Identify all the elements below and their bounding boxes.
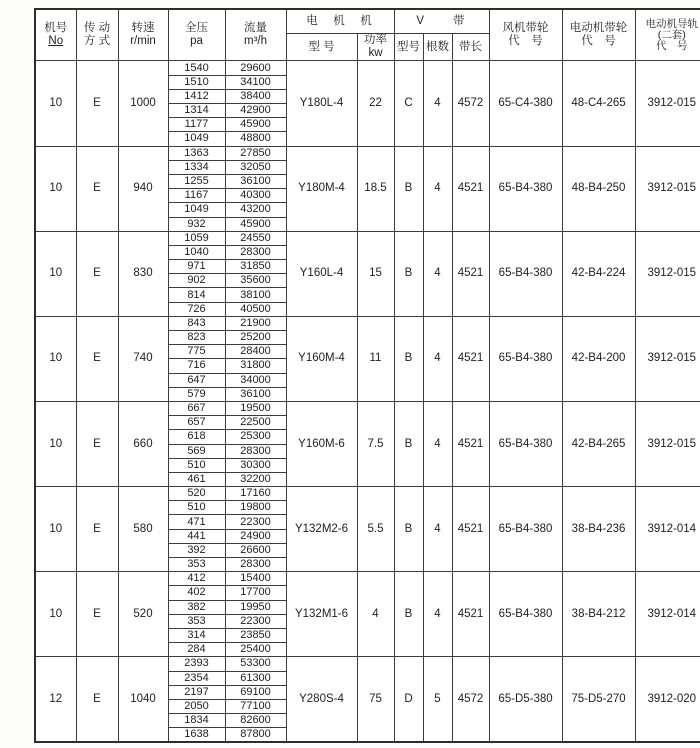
cell-pressure: 971	[168, 260, 225, 274]
cell-flow: 35600	[225, 274, 286, 288]
cell-machine-no: 12	[35, 657, 76, 743]
cell-drive: E	[76, 316, 118, 401]
pressure-label: 全压	[185, 22, 208, 34]
cell-pressure: 353	[168, 558, 225, 572]
cell-flow: 34100	[225, 75, 286, 89]
cell-pressure: 402	[168, 586, 225, 600]
cell-drive: E	[76, 146, 118, 231]
cell-vbelt-length: 4521	[452, 572, 489, 657]
cell-pressure: 510	[168, 501, 225, 515]
cell-flow: 34000	[225, 373, 286, 387]
cell-pressure: 579	[168, 387, 225, 401]
cell-machine-no: 10	[35, 572, 76, 657]
cell-vbelt-count: 4	[423, 316, 452, 401]
cell-pressure: 353	[168, 614, 225, 628]
cell-motor-power: 7.5	[357, 401, 394, 486]
cell-motor-power: 18.5	[357, 146, 394, 231]
cell-flow: 22300	[225, 515, 286, 529]
cell-pressure: 461	[168, 472, 225, 486]
cell-flow: 22500	[225, 416, 286, 430]
cell-pressure: 1049	[168, 203, 225, 217]
cell-flow: 28400	[225, 345, 286, 359]
cell-fan-pulley: 65-C4-380	[489, 61, 562, 146]
pressure-unit: pa	[190, 35, 203, 48]
cell-motor-model: Y180L-4	[286, 61, 357, 146]
cell-pressure: 1510	[168, 75, 225, 89]
cell-vbelt-length: 4521	[452, 231, 489, 316]
cell-flow: 25400	[225, 643, 286, 657]
cell-flow: 19500	[225, 401, 286, 415]
cell-vbelt-length: 4521	[452, 401, 489, 486]
cell-motor-power: 4	[357, 572, 394, 657]
cell-pressure: 657	[168, 416, 225, 430]
table-row	[35, 146, 700, 160]
cell-flow: 17160	[225, 487, 286, 501]
cell-flow: 36100	[225, 387, 286, 401]
cell-motor-rail: 3912-014	[635, 487, 700, 572]
cell-fan-pulley: 65-B4-380	[489, 231, 562, 316]
cell-fan-pulley: 65-B4-380	[489, 572, 562, 657]
cell-pressure: 520	[168, 487, 225, 501]
cell-machine-no: 10	[35, 487, 76, 572]
cell-pressure: 441	[168, 529, 225, 543]
cell-vbelt-length: 4521	[452, 146, 489, 231]
cell-machine-no: 10	[35, 401, 76, 486]
col-group-motor: 电 机 机	[286, 9, 394, 34]
cell-motor-power: 22	[357, 61, 394, 146]
cell-flow: 28300	[225, 245, 286, 259]
cell-vbelt-model: D	[394, 657, 423, 743]
drive-label-2: 方 式	[83, 35, 111, 48]
cell-pressure: 932	[168, 217, 225, 231]
cell-flow: 38100	[225, 288, 286, 302]
cell-motor-model: Y160M-4	[286, 316, 357, 401]
table-row	[35, 316, 700, 330]
cell-flow: 38400	[225, 89, 286, 103]
col-speed	[118, 9, 168, 61]
cell-flow: 30300	[225, 458, 286, 472]
cell-vbelt-count: 4	[423, 146, 452, 231]
cell-pressure: 471	[168, 515, 225, 529]
cell-pressure: 1834	[168, 714, 225, 728]
cell-vbelt-length: 4521	[452, 487, 489, 572]
cell-speed: 830	[118, 231, 168, 316]
cell-flow: 32050	[225, 160, 286, 174]
cell-motor-pulley: 38-B4-212	[562, 572, 635, 657]
cell-vbelt-count: 4	[423, 61, 452, 146]
cell-flow: 28300	[225, 444, 286, 458]
cell-pressure: 314	[168, 628, 225, 642]
cell-drive: E	[76, 657, 118, 743]
cell-drive: E	[76, 487, 118, 572]
cell-vbelt-count: 5	[423, 657, 452, 743]
cell-pressure: 569	[168, 444, 225, 458]
fan-spec-table	[34, 8, 700, 743]
table-row	[35, 231, 700, 245]
col-motor-model: 型 号	[286, 34, 357, 61]
cell-pressure: 1363	[168, 146, 225, 160]
cell-fan-pulley: 65-B4-380	[489, 146, 562, 231]
cell-drive: E	[76, 401, 118, 486]
cell-motor-pulley: 42-B4-200	[562, 316, 635, 401]
cell-pressure: 902	[168, 274, 225, 288]
cell-flow: 45900	[225, 217, 286, 231]
header-row-1	[35, 9, 700, 34]
cell-vbelt-count: 4	[423, 572, 452, 657]
cell-flow: 24550	[225, 231, 286, 245]
cell-motor-pulley: 48-C4-265	[562, 61, 635, 146]
cell-motor-model: Y132M2-6	[286, 487, 357, 572]
cell-pressure: 2197	[168, 685, 225, 699]
cell-vbelt-count: 4	[423, 401, 452, 486]
cell-motor-model: Y160M-6	[286, 401, 357, 486]
drive-label-1: 传 动	[83, 22, 111, 34]
cell-flow: 82600	[225, 714, 286, 728]
motor-rail-code-label: 代 号	[656, 39, 688, 52]
table-row	[35, 401, 700, 415]
cell-flow: 77100	[225, 699, 286, 713]
cell-flow: 24900	[225, 529, 286, 543]
cell-speed: 580	[118, 487, 168, 572]
cell-fan-pulley: 65-B4-380	[489, 316, 562, 401]
cell-pressure: 843	[168, 316, 225, 330]
cell-pressure: 1412	[168, 89, 225, 103]
cell-flow: 19800	[225, 501, 286, 515]
cell-flow: 53300	[225, 657, 286, 671]
cell-flow: 25300	[225, 430, 286, 444]
motor-rail-sets-label: (二套)	[657, 28, 686, 41]
cell-pressure: 2393	[168, 657, 225, 671]
cell-flow: 27850	[225, 146, 286, 160]
cell-flow: 45900	[225, 118, 286, 132]
cell-pressure: 510	[168, 458, 225, 472]
col-vbelt-length: 带长	[452, 34, 489, 61]
speed-unit: r/min	[130, 35, 156, 48]
cell-pressure: 1638	[168, 728, 225, 743]
cell-pressure: 382	[168, 600, 225, 614]
cell-motor-pulley: 42-B4-224	[562, 231, 635, 316]
cell-vbelt-model: B	[394, 572, 423, 657]
col-pressure	[168, 9, 225, 61]
cell-vbelt-model: B	[394, 401, 423, 486]
col-group-vbelt: V 带	[394, 9, 489, 34]
cell-motor-model: Y132M1-6	[286, 572, 357, 657]
fan-pulley-label: 风机带轮	[502, 22, 549, 34]
cell-drive: E	[76, 61, 118, 146]
cell-pressure: 2354	[168, 671, 225, 685]
cell-motor-model: Y280S-4	[286, 657, 357, 743]
cell-flow: 28300	[225, 558, 286, 572]
cell-pressure: 814	[168, 288, 225, 302]
table-body	[35, 61, 700, 743]
col-flow	[225, 9, 286, 61]
cell-flow: 69100	[225, 685, 286, 699]
cell-pressure: 775	[168, 345, 225, 359]
cell-motor-rail: 3912-020	[635, 657, 700, 743]
machine-no-unit: No	[48, 35, 64, 48]
machine-no-label: 机号	[44, 22, 68, 34]
cell-flow: 29600	[225, 61, 286, 75]
flow-unit: m³/h	[244, 35, 267, 48]
cell-flow: 31850	[225, 260, 286, 274]
cell-motor-power: 5.5	[357, 487, 394, 572]
cell-pressure: 823	[168, 331, 225, 345]
cell-machine-no: 10	[35, 146, 76, 231]
cell-motor-power: 75	[357, 657, 394, 743]
cell-motor-rail: 3912-015	[635, 231, 700, 316]
cell-drive: E	[76, 231, 118, 316]
cell-motor-power: 15	[357, 231, 394, 316]
cell-pressure: 647	[168, 373, 225, 387]
speed-label: 转速	[131, 22, 155, 34]
cell-pressure: 716	[168, 359, 225, 373]
cell-vbelt-model: C	[394, 61, 423, 146]
col-motor-pulley	[562, 9, 635, 61]
col-drive	[76, 9, 118, 61]
cell-vbelt-count: 4	[423, 231, 452, 316]
cell-vbelt-model: B	[394, 316, 423, 401]
cell-pressure: 1049	[168, 132, 225, 146]
cell-flow: 61300	[225, 671, 286, 685]
cell-pressure: 1334	[168, 160, 225, 174]
cell-motor-rail: 3912-015	[635, 146, 700, 231]
cell-machine-no: 10	[35, 61, 76, 146]
cell-motor-rail: 3912-015	[635, 401, 700, 486]
cell-motor-rail: 3912-015	[635, 61, 700, 146]
col-vbelt-count: 根数	[423, 34, 452, 61]
cell-flow: 40500	[225, 302, 286, 316]
cell-fan-pulley: 65-B4-380	[489, 401, 562, 486]
cell-fan-pulley: 65-D5-380	[489, 657, 562, 743]
flow-label: 流量	[244, 22, 267, 34]
col-vbelt-model: 型号	[394, 34, 423, 61]
cell-flow: 31800	[225, 359, 286, 373]
cell-pressure: 1255	[168, 174, 225, 188]
cell-pressure: 1314	[168, 104, 225, 118]
cell-flow: 43200	[225, 203, 286, 217]
cell-speed: 940	[118, 146, 168, 231]
table-row	[35, 61, 700, 75]
cell-flow: 36100	[225, 174, 286, 188]
cell-flow: 42900	[225, 104, 286, 118]
cell-drive: E	[76, 572, 118, 657]
cell-motor-power: 11	[357, 316, 394, 401]
cell-motor-rail: 3912-014	[635, 572, 700, 657]
cell-flow: 15400	[225, 572, 286, 586]
cell-machine-no: 10	[35, 231, 76, 316]
cell-pressure: 284	[168, 643, 225, 657]
cell-pressure: 1040	[168, 245, 225, 259]
cell-speed: 740	[118, 316, 168, 401]
cell-flow: 26600	[225, 543, 286, 557]
motor-rail-label: 电动机导轨	[645, 17, 699, 30]
cell-flow: 48800	[225, 132, 286, 146]
cell-vbelt-model: B	[394, 146, 423, 231]
cell-motor-pulley: 38-B4-236	[562, 487, 635, 572]
cell-pressure: 392	[168, 543, 225, 557]
cell-pressure: 667	[168, 401, 225, 415]
cell-speed: 660	[118, 401, 168, 486]
cell-pressure: 1167	[168, 189, 225, 203]
cell-pressure: 618	[168, 430, 225, 444]
table-row	[35, 572, 700, 586]
cell-motor-model: Y160L-4	[286, 231, 357, 316]
col-machine-no	[35, 9, 76, 61]
cell-speed: 1040	[118, 657, 168, 743]
cell-motor-pulley: 75-D5-270	[562, 657, 635, 743]
cell-pressure: 412	[168, 572, 225, 586]
cell-motor-model: Y180M-4	[286, 146, 357, 231]
cell-flow: 19950	[225, 600, 286, 614]
col-motor-power: 功率kw	[357, 34, 394, 61]
cell-vbelt-count: 4	[423, 487, 452, 572]
cell-vbelt-length: 4521	[452, 316, 489, 401]
cell-pressure: 726	[168, 302, 225, 316]
cell-flow: 17700	[225, 586, 286, 600]
cell-fan-pulley: 65-B4-380	[489, 487, 562, 572]
cell-vbelt-length: 4572	[452, 657, 489, 743]
cell-pressure: 1177	[168, 118, 225, 132]
motor-pulley-code-label: 代 号	[581, 35, 616, 48]
cell-flow: 32200	[225, 472, 286, 486]
cell-vbelt-model: B	[394, 487, 423, 572]
table-row	[35, 487, 700, 501]
cell-flow: 25200	[225, 331, 286, 345]
cell-motor-pulley: 42-B4-265	[562, 401, 635, 486]
cell-pressure: 1059	[168, 231, 225, 245]
cell-flow: 21900	[225, 316, 286, 330]
cell-flow: 23850	[225, 628, 286, 642]
cell-machine-no: 10	[35, 316, 76, 401]
cell-pressure: 1540	[168, 61, 225, 75]
cell-vbelt-length: 4572	[452, 61, 489, 146]
col-fan-pulley	[489, 9, 562, 61]
table-header	[35, 9, 700, 61]
cell-motor-pulley: 48-B4-250	[562, 146, 635, 231]
motor-pulley-label: 电动机带轮	[569, 22, 628, 34]
cell-flow: 87800	[225, 728, 286, 743]
cell-vbelt-model: B	[394, 231, 423, 316]
fan-pulley-code-label: 代 号	[508, 35, 543, 48]
cell-speed: 1000	[118, 61, 168, 146]
cell-flow: 22300	[225, 614, 286, 628]
cell-flow: 40300	[225, 189, 286, 203]
cell-speed: 520	[118, 572, 168, 657]
cell-pressure: 2050	[168, 699, 225, 713]
cell-motor-rail: 3912-015	[635, 316, 700, 401]
col-motor-rail	[635, 9, 700, 61]
table-row	[35, 657, 700, 671]
